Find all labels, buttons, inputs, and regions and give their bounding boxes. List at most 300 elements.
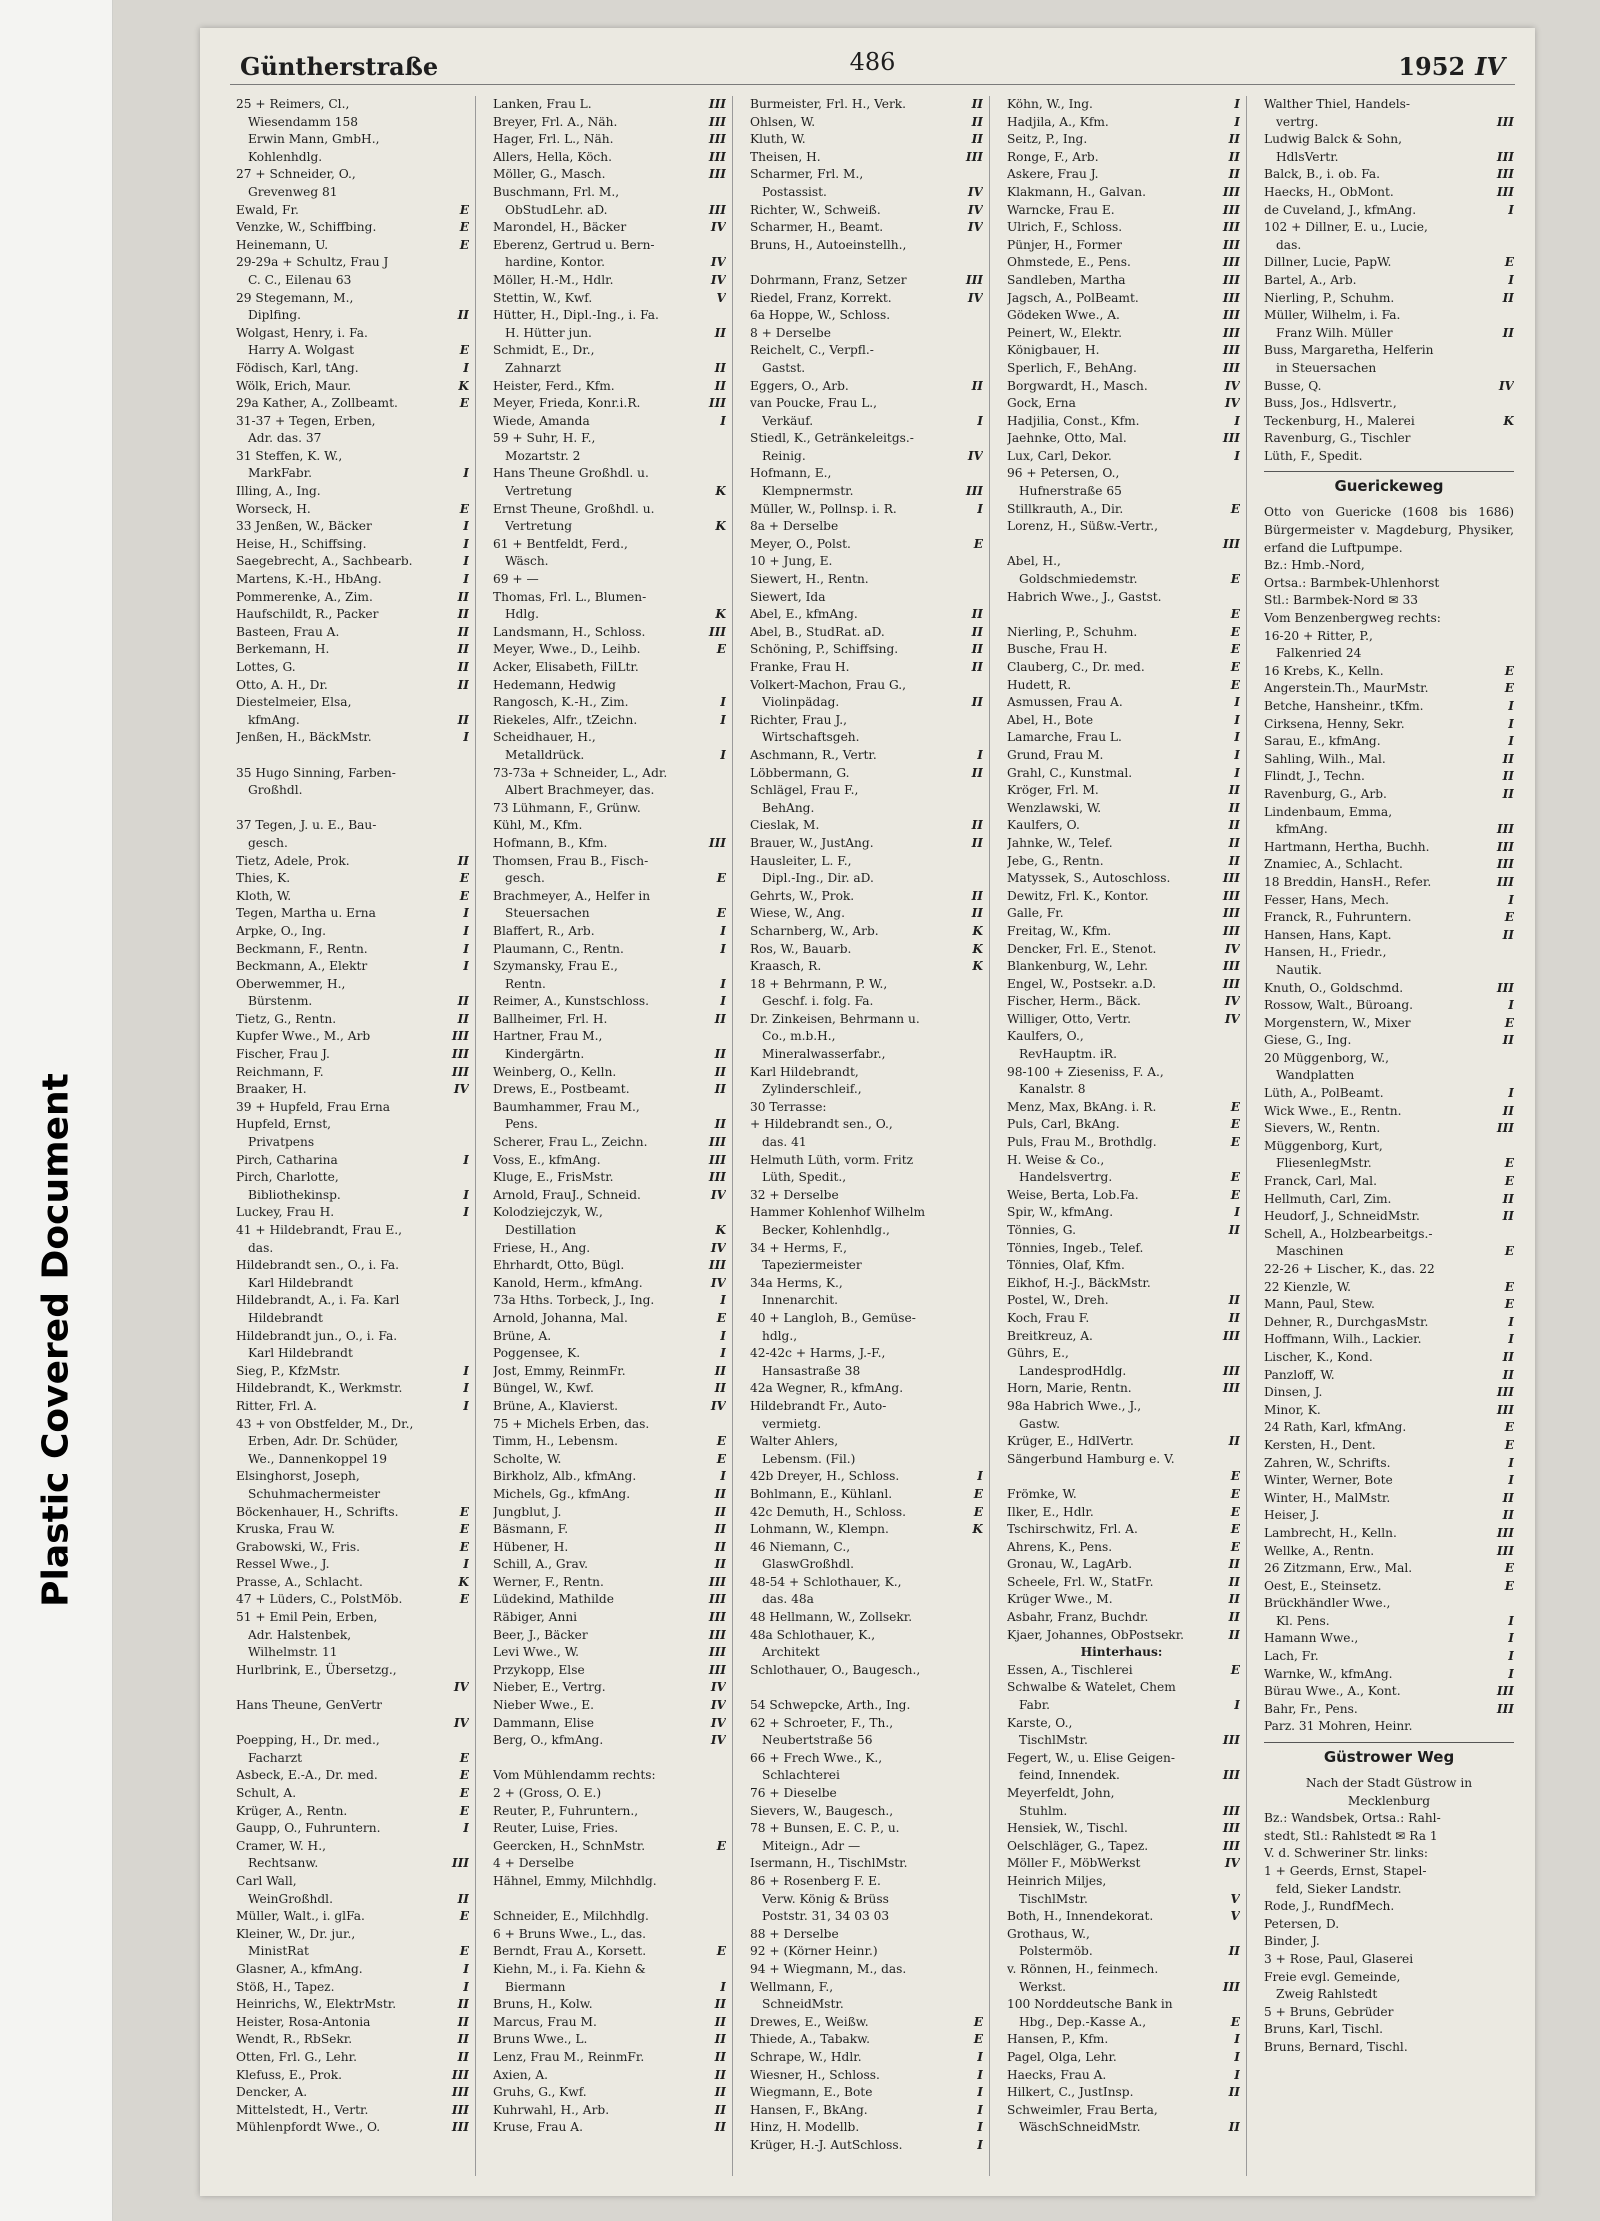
directory-entry [750,1855,983,1873]
directory-entry [493,325,726,343]
entry-text: Kraasch, R. [750,959,822,974]
directory-entry [1264,1863,1514,1881]
directory-entry [1007,1240,1240,1258]
entry-text: Berg, O., kfmAng. [493,1733,604,1748]
floor-marker: E [1504,910,1514,925]
floor-marker: E [1230,1117,1240,1132]
floor-marker: I [1508,699,1514,713]
entry-text: Fischer, Herm., Bäck. [1007,994,1141,1009]
directory-entry [1264,1648,1514,1666]
directory-entry [750,782,983,800]
entry-text: Brachmeyer, A., Helfer in [493,888,651,903]
floor-marker: III [1496,857,1514,872]
entry-text: 10 + Jung, E. [750,554,833,569]
directory-entry [1007,905,1240,923]
directory-entry [493,1187,726,1205]
directory-entry [1007,1081,1240,1099]
floor-marker: E [1504,1561,1514,1576]
entry-text: Schlothauer, O., Baugesch., [750,1662,921,1677]
floor-marker: V [716,290,726,305]
entry-text: 42c Demuth, H., Schloss. [750,1504,906,1519]
entry-text: Hensiek, W., Tischl. [1007,1821,1128,1836]
entry-text: Petersen, D. [1264,1916,1340,1931]
entry-text: 33 Jenßen, W., Bäcker [236,519,372,534]
directory-entry [1264,1085,1514,1103]
directory-entry [236,536,469,554]
floor-marker: II [971,765,983,780]
floor-marker: II [1502,290,1514,305]
floor-marker: E [1230,501,1240,516]
column-1 [230,96,476,2176]
entry-text: Winter, H., MalMstr. [1264,1490,1391,1505]
floor-marker: I [1234,747,1240,762]
directory-entry [1007,553,1240,571]
directory-entry [493,395,726,413]
directory-entry [1007,237,1240,255]
directory-entry [236,1169,469,1187]
entry-text: 48-54 + Schlothauer, K., [750,1574,902,1589]
entry-text: Arpke, O., Ing. [236,923,327,938]
floor-marker: II [714,1504,726,1519]
directory-entry [750,1943,983,1961]
entry-text: Kolodziejczyk, W., [493,1205,603,1220]
entry-text: kfmAng. [248,712,300,727]
directory-entry [750,659,983,677]
directory-entry [1007,465,1240,483]
entry-text: Parz. 31 Mohren, Heinr. [1264,1719,1413,1734]
floor-marker: E [459,1803,469,1818]
entry-text: Scharmer, Frl. M., [750,167,864,182]
entry-text: Acker, Elisabeth, FilLtr. [493,660,639,674]
entry-text: Hupfeld, Ernst, [236,1117,332,1132]
floor-marker: E [459,1539,469,1554]
directory-entry [236,1433,469,1451]
floor-marker: IV [453,1680,469,1695]
floor-marker: I [1508,716,1514,731]
directory-entry [750,483,983,501]
entry-text: Ros, W., Bauarb. [750,941,852,956]
floor-marker: I [463,554,469,569]
directory-entry [750,2102,983,2120]
directory-entry [1264,1296,1514,1314]
entry-text: Wäsch. [505,554,549,569]
floor-marker: E [1230,1539,1240,1554]
entry-text: 16 Krebs, K., Kelln. [1264,663,1384,678]
entry-text: Hildebrandt [248,1310,323,1325]
entry-text: Hilkert, C., JustInsp. [1007,2085,1134,2100]
entry-text: Grothaus, W., [1007,1926,1090,1941]
entry-text: Wiegmann, E., Bote [750,2085,873,2100]
directory-entry [750,465,983,483]
entry-text: Ballheimer, Frl. H. [493,1011,608,1026]
directory-entry [236,378,469,396]
directory-entry [750,553,983,571]
floor-marker: I [1234,413,1240,428]
entry-text: Lorenz, H., Süßw.-Vertr., [1007,519,1159,534]
entry-text: Kruska, Frau W. [236,1522,335,1537]
directory-entry [1264,378,1514,396]
floor-marker: I [463,1205,469,1220]
directory-entry [493,1803,726,1821]
directory-entry [750,325,983,343]
floor-marker: III [708,1574,726,1589]
entry-text: Basteen, Frau A. [236,624,340,639]
floor-marker: E [459,220,469,235]
entry-text: Nierling, P., Schuhm. [1264,290,1395,305]
entry-text: Postassist. [762,184,827,199]
entry-text: Lohmann, W., Klempn. [750,1522,889,1537]
entry-text: Lüth, A., PolBeamt. [1264,1086,1384,1101]
directory-entry [750,1275,983,1293]
entry-text: Abel, H., [1007,554,1061,569]
directory-entry [1264,927,1514,945]
directory-entry [1264,1314,1514,1332]
directory-entry [1264,1683,1514,1701]
floor-marker: III [1222,237,1240,252]
directory-entry [750,1222,983,1240]
directory-entry [236,1028,469,1046]
floor-marker: I [463,923,469,938]
entry-text: Buss, Margaretha, Helferin [1264,343,1434,358]
col5-top-list [1264,96,1514,465]
directory-entry [236,659,469,677]
entry-text: RevHauptm. iR. [1019,1047,1117,1062]
directory-entry [493,1662,726,1680]
directory-entry [236,888,469,906]
floor-marker: III [1496,874,1514,889]
entry-text: Diestelmeier, Elsa, [236,695,352,710]
entry-text: Facharzt [248,1750,302,1765]
entry-text: Löbbermann, G. [750,765,850,780]
entry-text: Weinberg, O., Kelln. [493,1064,617,1079]
entry-text: Ernst Theune, Großhdl. u. [493,501,655,516]
entry-text: Gastw. [1019,1416,1061,1431]
entry-text: Kohlenhdlg. [248,149,323,164]
directory-entry [1007,1152,1240,1170]
floor-marker: II [1502,1490,1514,1505]
directory-entry [493,1169,726,1187]
year-part [1398,52,1505,81]
directory-entry [1264,980,1514,998]
entry-text: Winter, Werner, Bote [1264,1473,1393,1488]
entry-text: Ohmstede, E., Pens. [1007,255,1131,270]
entry-text: Franz Wilh. Müller [1276,325,1393,340]
directory-entry [750,641,983,659]
entry-text: Scheele, Frl. W., StatFr. [1007,1574,1154,1589]
entry-text: gesch. [505,871,545,886]
entry-text: Lindenbaum, Emma, [1264,804,1393,819]
entry-text: Jebe, G., Rentn. [1007,853,1104,868]
entry-text: Helmuth Lüth, vorm. Fritz [750,1152,914,1167]
floor-marker: I [1234,712,1240,727]
entry-text: Puls, Carl, BkAng. [1007,1117,1120,1132]
directory-entry [236,219,469,237]
directory-entry [493,1152,726,1170]
directory-entry [493,166,726,184]
entry-text: Grevenweg 81 [248,184,338,199]
directory-entry [493,1292,726,1310]
entry-text: Ravenburg, G., Tischler [1264,431,1411,446]
entry-text: Hinterhaus: [1080,1645,1163,1660]
directory-entry [1264,219,1514,237]
directory-entry [236,1257,469,1275]
floor-marker: IV [453,1082,469,1097]
directory-entry [1264,1490,1514,1508]
directory-entry [750,1979,983,1997]
entry-text: Hansastraße 38 [762,1363,861,1378]
floor-marker: II [714,1363,726,1378]
floor-marker: III [1222,431,1240,446]
directory-entry [1007,1345,1240,1363]
directory-entry [1007,659,1240,677]
directory-entry [1264,1120,1514,1138]
entry-text: Innenarchit. [762,1293,839,1308]
entry-text: Zylinderschleif., [762,1082,862,1097]
directory-entry [493,536,726,554]
entry-text: Nierling, P., Schuhm. [1007,624,1138,639]
floor-marker: III [451,1856,469,1871]
floor-marker: E [1230,607,1240,622]
directory-entry [1264,892,1514,910]
entry-text: 92 + (Körner Heinr.) [750,1944,878,1959]
entry-text: 73-73a + Schneider, L., Adr. [493,765,668,780]
directory-entry [236,941,469,959]
floor-marker: II [971,642,983,657]
floor-marker: II [1502,1191,1514,1206]
floor-marker: I [720,994,726,1009]
directory-entry [750,2084,983,2102]
entry-text: Lüdekind, Mathilde [493,1592,614,1607]
entry-text: Haufschildt, R., Packer [236,607,379,622]
entry-text: 62 + Schroeter, F., Th., [750,1715,894,1730]
floor-marker: I [977,2120,983,2135]
entry-text: Möller F., MöbWerkst [1007,1856,1141,1871]
directory-entry [236,1855,469,1873]
directory-entry [1007,1398,1240,1416]
floor-marker: III [708,835,726,850]
entry-text: Neubertstraße 56 [762,1733,873,1748]
floor-marker: III [1496,980,1514,995]
entry-text: Kiehn, M., i. Fa. Kiehn & [493,1961,646,1976]
entry-text: Fabr. [1019,1698,1051,1713]
directory-entry [1264,1595,1514,1613]
entry-text: Müller, Walt., i. glFa. [236,1909,365,1924]
floor-marker: III [1496,1402,1514,1417]
directory-entry [236,1363,469,1381]
entry-text: 43 + von Obstfelder, M., Dr., [236,1416,414,1431]
floor-marker: E [459,888,469,903]
entry-text: Kupfer Wwe., M., Arb [236,1029,371,1044]
directory-entry [493,1486,726,1504]
entry-text: Tegen, Martha u. Erna [236,906,376,921]
entry-text: Pünjer, H., Former [1007,237,1122,252]
directory-entry [236,1715,469,1733]
entry-text: Beckmann, A., Elektr [236,959,368,974]
directory-entry [236,254,469,272]
floor-marker: I [463,536,469,551]
directory-entry [750,342,983,360]
entry-text: Riekeles, Alfr., tZeichn. [493,712,638,727]
floor-marker: E [459,1944,469,1959]
entry-text: Hufnerstraße 65 [1019,484,1122,499]
directory-entry [1264,698,1514,716]
entry-text: Bruns, Karl, Tischl. [1264,2022,1384,2037]
entry-text: We., Dannenkoppel 19 [248,1451,387,1466]
floor-marker: II [714,378,726,393]
entry-text: Illing, A., Ing. [236,484,321,499]
directory-entry [493,1679,726,1697]
floor-marker: I [463,1557,469,1572]
directory-entry [1007,1697,1240,1715]
directory-entry [1264,325,1514,343]
entry-text: Postel, W., Dreh. [1007,1293,1109,1308]
directory-entry [493,853,726,871]
floor-marker: III [1222,1821,1240,1836]
entry-text: BehAng. [762,800,815,815]
directory-entry [493,2031,726,2049]
entry-text: Reimer, A., Kunstschloss. [493,994,649,1009]
directory-entry [750,1662,983,1680]
entry-text: + Hildebrandt sen., O., [750,1117,893,1132]
directory-entry [750,1539,983,1557]
directory-entry [493,923,726,941]
entry-text: Hamann Wwe., [1264,1631,1359,1646]
floor-marker: E [1504,1174,1514,1189]
entry-text: Warnke, W., kfmAng. [1264,1666,1393,1681]
directory-entry [1007,1451,1240,1469]
entry-text: Znamiec, A., Schlacht. [1264,857,1403,872]
floor-marker: I [720,1346,726,1361]
entry-text: Metalldrück. [505,747,585,762]
entry-text: Kanalstr. 8 [1019,1082,1086,1097]
entry-text: Luckey, Frau H. [236,1205,335,1220]
entry-text: Bürstenm. [248,994,313,1009]
entry-text: Mühlenpfordt Wwe., O. [236,2120,381,2135]
entry-text: 66 + Frech Wwe., K., [750,1750,883,1765]
floor-marker: II [971,695,983,710]
directory-entry [236,712,469,730]
entry-text: 46 Niemann, C., [750,1539,851,1554]
directory-entry [1007,1064,1240,1082]
directory-entry [750,1099,983,1117]
directory-entry [1007,1767,1240,1785]
floor-marker: I [977,2137,983,2152]
directory-entry [750,430,983,448]
directory-entry [1007,729,1240,747]
entry-text: Bohlmann, E., Kühlanl. [750,1486,893,1501]
floor-marker: III [965,149,983,164]
directory-entry [493,413,726,431]
floor-marker: I [463,519,469,534]
directory-entry [750,413,983,431]
directory-entry [236,1750,469,1768]
floor-marker: III [1496,1385,1514,1400]
directory-entry [1007,976,1240,994]
entry-text: 3 + Rose, Paul, Glaserei [1264,1951,1414,1966]
entry-text: Bahr, Fr., Pens. [1264,1701,1358,1716]
floor-marker: IV [710,1187,726,1202]
entry-text: Busse, Q. [1264,378,1322,393]
entry-text: Grund, Frau M. [1007,747,1104,762]
directory-entry [236,2119,469,2137]
directory-entry [236,1504,469,1522]
floor-marker: II [1228,1293,1240,1308]
entry-text: Asbahr, Franz, Buchdr. [1007,1610,1149,1625]
entry-text: Seitz, P., Ing. [1007,132,1088,147]
entry-text: Ilker, E., Hdlr. [1007,1504,1094,1519]
entry-text: Tönnies, G. [1007,1223,1076,1237]
directory-entry [236,1116,469,1134]
entry-text: Hansen, P., Kfm. [1007,2032,1109,2047]
directory-entry [493,149,726,167]
directory-entry [1264,166,1514,184]
directory-entry [1264,1666,1514,1684]
directory-entry [1007,694,1240,712]
floor-marker: II [1502,1367,1514,1382]
entry-text: H. Hütter jun. [505,325,592,340]
entry-text: Venzke, W., Schiffbing. [236,220,377,235]
entry-text: GlaswGroßhdl. [762,1557,855,1572]
directory-entry [1007,641,1240,659]
directory-entry [493,2102,726,2120]
entry-text: Sängerbund Hamburg e. V. [1007,1451,1175,1466]
entry-text: Schlachterei [762,1768,840,1783]
part-number: IV [1475,52,1505,81]
entry-text: 76 + Dieselbe [750,1786,837,1800]
directory-entry [1264,1507,1514,1525]
directory-entry [750,96,983,114]
entry-text: Brückhändler Wwe., [1264,1596,1391,1611]
entry-text: Lanken, Frau L. [493,97,592,111]
floor-marker: II [1502,1033,1514,1048]
directory-entry [1264,395,1514,413]
entry-text: Morgenstern, W., Mixer [1264,1015,1411,1030]
entry-text: Hellmuth, Carl, Zim. [1264,1191,1392,1206]
floor-marker: II [1502,927,1514,942]
directory-entry [493,958,726,976]
entry-text: Michels, Gg., kfmAng. [493,1486,631,1501]
directory-entry [1007,1979,1240,1997]
directory-entry [1007,518,1240,536]
directory-entry [493,712,726,730]
column-5 [1258,96,1520,2176]
floor-marker: E [716,642,726,657]
floor-marker: III [1496,149,1514,164]
floor-marker: E [459,1750,469,1765]
entry-text: Gührs, E., [1007,1346,1069,1361]
floor-marker: I [977,2102,983,2117]
directory-entry [493,1398,726,1416]
directory-entry [236,747,469,765]
directory-entry [236,114,469,132]
directory-entry [1007,413,1240,431]
floor-marker: E [716,871,726,886]
directory-entry [1007,1433,1240,1451]
entry-text: Both, H., Innendekorat. [1007,1909,1154,1924]
directory-entry [236,993,469,1011]
directory-entry [750,712,983,730]
floor-marker: II [457,589,469,604]
directory-entry [236,1820,469,1838]
entry-text: Plaumann, C., Rentn. [493,941,624,956]
directory-entry [750,1644,983,1662]
directory-entry [750,1468,983,1486]
entry-text: Krüger, H.-J. AutSchloss. [750,2137,903,2152]
directory-entry [1264,1103,1514,1121]
floor-marker: II [1228,783,1240,798]
entry-text: Przykopp, Else [493,1662,585,1677]
directory-entry [236,870,469,888]
